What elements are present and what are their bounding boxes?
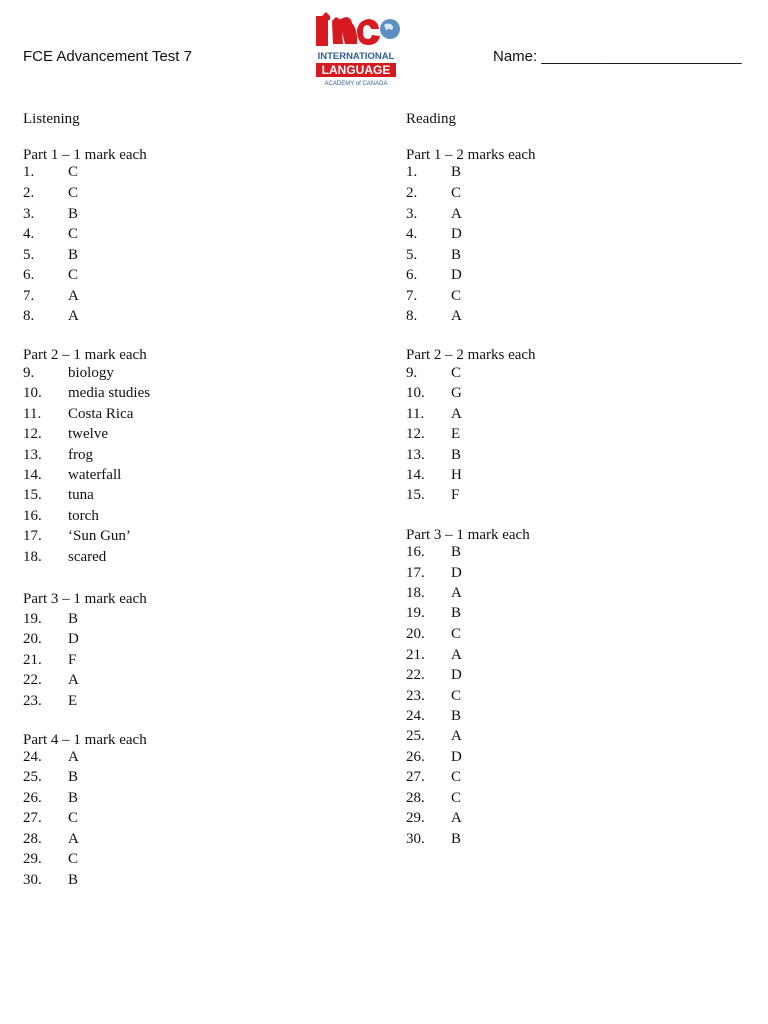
question-number: 4. bbox=[406, 226, 418, 242]
question-number: 9. bbox=[23, 365, 35, 381]
answer-text: scared bbox=[68, 549, 107, 565]
question-number: 10. bbox=[23, 385, 42, 401]
question-number: 27. bbox=[406, 769, 425, 785]
question-number: 11. bbox=[23, 406, 42, 422]
answer-text: A bbox=[451, 728, 462, 744]
question-number: 19. bbox=[406, 605, 425, 621]
answer-text: C bbox=[451, 688, 462, 704]
reading-part3-heading: Part 3 – 1 mark each bbox=[406, 527, 530, 543]
question-number: 15. bbox=[23, 487, 42, 503]
question-number: 13. bbox=[23, 447, 42, 463]
answer-text: C bbox=[451, 365, 462, 381]
question-number: 1. bbox=[23, 164, 35, 180]
listening-part4-heading: Part 4 – 1 mark each bbox=[23, 732, 147, 748]
ilac-logo bbox=[312, 12, 400, 90]
answer-text: C bbox=[68, 185, 79, 201]
answer-text: twelve bbox=[68, 426, 108, 442]
answer-text: D bbox=[68, 631, 79, 647]
question-number: 7. bbox=[406, 288, 418, 304]
question-number: 14. bbox=[406, 467, 425, 483]
answer-text: B bbox=[68, 247, 79, 263]
answer-text: ‘Sun Gun’ bbox=[68, 528, 131, 544]
question-number: 23. bbox=[23, 693, 42, 709]
answer-text: C bbox=[451, 288, 462, 304]
answer-text: C bbox=[68, 267, 79, 283]
answer-text: D bbox=[451, 667, 462, 683]
question-number: 20. bbox=[23, 631, 42, 647]
answer-text: D bbox=[451, 267, 462, 283]
question-number: 15. bbox=[406, 487, 425, 503]
answer-text: frog bbox=[68, 447, 93, 463]
answer-text: A bbox=[451, 308, 462, 324]
question-number: 4. bbox=[23, 226, 35, 242]
question-number: 20. bbox=[406, 626, 425, 642]
reading-part2-heading: Part 2 – 2 marks each bbox=[406, 347, 536, 363]
question-number: 23. bbox=[406, 688, 425, 704]
question-number: 17. bbox=[23, 528, 42, 544]
question-number: 3. bbox=[406, 206, 418, 222]
answer-text: C bbox=[68, 164, 79, 180]
answer-text: D bbox=[451, 226, 462, 242]
question-number: 27. bbox=[23, 810, 42, 826]
svg-text:LANGUAGE: LANGUAGE bbox=[321, 63, 391, 77]
listening-title: Listening bbox=[23, 111, 80, 127]
answer-text: A bbox=[68, 288, 79, 304]
answer-text: B bbox=[451, 831, 462, 847]
answer-text: C bbox=[68, 810, 79, 826]
question-number: 9. bbox=[406, 365, 418, 381]
answer-text: B bbox=[451, 447, 462, 463]
answer-text: A bbox=[451, 206, 462, 222]
question-number: 30. bbox=[406, 831, 425, 847]
question-number: 25. bbox=[406, 728, 425, 744]
answer-text: media studies bbox=[68, 385, 151, 401]
answer-text: B bbox=[451, 164, 462, 180]
reading-part1-heading: Part 1 – 2 marks each bbox=[406, 147, 536, 163]
answer-text: B bbox=[451, 544, 462, 560]
answer-text: E bbox=[68, 693, 78, 709]
question-number: 26. bbox=[406, 749, 425, 765]
answer-text: Costa Rica bbox=[68, 406, 134, 422]
answer-text: A bbox=[68, 672, 79, 688]
question-number: 30. bbox=[23, 872, 42, 888]
question-number: 2. bbox=[406, 185, 418, 201]
question-number: 6. bbox=[23, 267, 35, 283]
answer-text: F bbox=[68, 652, 77, 668]
question-number: 10. bbox=[406, 385, 425, 401]
answer-text: tuna bbox=[68, 487, 94, 503]
answer-text: B bbox=[68, 872, 79, 888]
answer-text: torch bbox=[68, 508, 99, 524]
answer-text: C bbox=[451, 790, 462, 806]
question-number: 13. bbox=[406, 447, 425, 463]
answer-text: B bbox=[68, 790, 79, 806]
question-number: 12. bbox=[23, 426, 42, 442]
question-number: 18. bbox=[406, 585, 425, 601]
question-number: 28. bbox=[23, 831, 42, 847]
name-label: Name: ________________________ bbox=[493, 48, 742, 65]
question-number: 21. bbox=[406, 647, 425, 663]
answer-text: A bbox=[68, 749, 79, 765]
answer-text: B bbox=[451, 247, 462, 263]
answer-text: A bbox=[68, 308, 79, 324]
answer-text: H bbox=[451, 467, 462, 483]
question-number: 16. bbox=[406, 544, 425, 560]
question-number: 2. bbox=[23, 185, 35, 201]
question-number: 19. bbox=[23, 611, 42, 627]
answer-text: E bbox=[451, 426, 461, 442]
answer-text: A bbox=[68, 831, 79, 847]
question-number: 14. bbox=[23, 467, 42, 483]
answer-text: C bbox=[451, 185, 462, 201]
answer-text: C bbox=[68, 851, 79, 867]
question-number: 1. bbox=[406, 164, 418, 180]
answer-text: B bbox=[451, 708, 462, 724]
question-number: 5. bbox=[23, 247, 35, 263]
listening-part2-heading: Part 2 – 1 mark each bbox=[23, 347, 147, 363]
answer-text: B bbox=[68, 611, 79, 627]
question-number: 12. bbox=[406, 426, 425, 442]
question-number: 7. bbox=[23, 288, 35, 304]
svg-text:ACADEMY of CANADA: ACADEMY of CANADA bbox=[324, 81, 388, 87]
answer-text: F bbox=[451, 487, 460, 503]
reading-title: Reading bbox=[406, 111, 456, 127]
listening-part1-heading: Part 1 – 1 mark each bbox=[23, 147, 147, 163]
question-number: 22. bbox=[406, 667, 425, 683]
answer-text: D bbox=[451, 565, 462, 581]
question-number: 22. bbox=[23, 672, 42, 688]
answer-text: A bbox=[451, 810, 462, 826]
question-number: 29. bbox=[23, 851, 42, 867]
answer-text: A bbox=[451, 585, 462, 601]
question-number: 25. bbox=[23, 769, 42, 785]
page-title: FCE Advancement Test 7 bbox=[23, 48, 192, 65]
question-number: 11. bbox=[406, 406, 425, 422]
question-number: 5. bbox=[406, 247, 418, 263]
answer-text: B bbox=[68, 206, 79, 222]
question-number: 24. bbox=[23, 749, 42, 765]
answer-text: A bbox=[451, 647, 462, 663]
answer-text: A bbox=[451, 406, 462, 422]
answer-text: B bbox=[451, 605, 462, 621]
question-number: 17. bbox=[406, 565, 425, 581]
question-number: 26. bbox=[23, 790, 42, 806]
question-number: 16. bbox=[23, 508, 42, 524]
answer-text: D bbox=[451, 749, 462, 765]
question-number: 8. bbox=[23, 308, 35, 324]
question-number: 21. bbox=[23, 652, 42, 668]
answer-text: C bbox=[68, 226, 79, 242]
answer-text: B bbox=[68, 769, 79, 785]
answer-text: G bbox=[451, 385, 462, 401]
question-number: 29. bbox=[406, 810, 425, 826]
answer-text: C bbox=[451, 769, 462, 785]
question-number: 24. bbox=[406, 708, 425, 724]
question-number: 3. bbox=[23, 206, 35, 222]
question-number: 28. bbox=[406, 790, 425, 806]
answer-text: C bbox=[451, 626, 462, 642]
question-number: 6. bbox=[406, 267, 418, 283]
answer-text: biology bbox=[68, 365, 114, 381]
answer-text: waterfall bbox=[68, 467, 122, 483]
question-number: 18. bbox=[23, 549, 42, 565]
listening-part3-heading: Part 3 – 1 mark each bbox=[23, 591, 147, 607]
question-number: 8. bbox=[406, 308, 418, 324]
svg-text:INTERNATIONAL: INTERNATIONAL bbox=[317, 51, 395, 62]
